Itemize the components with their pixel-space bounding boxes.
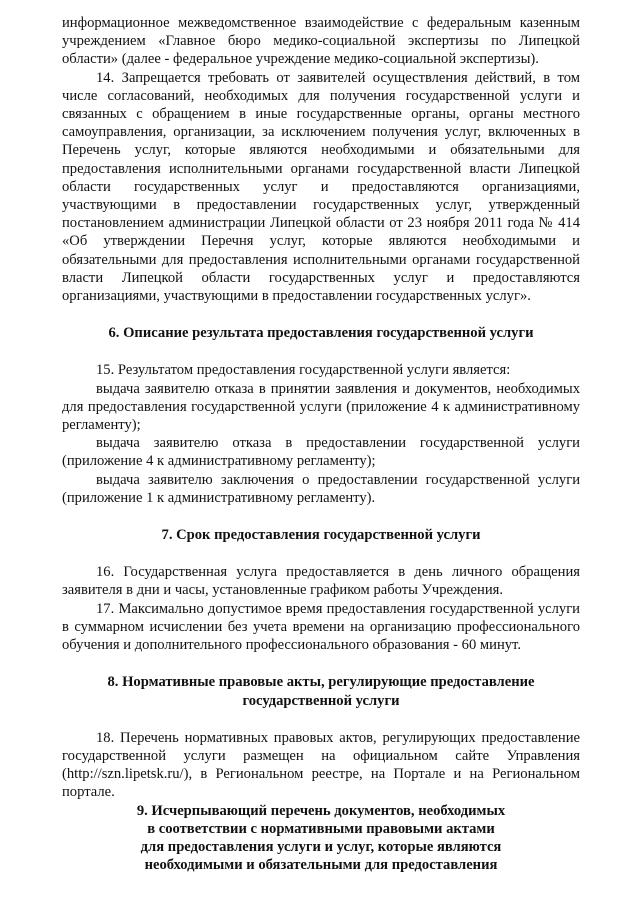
section-heading-9 bbox=[62, 802, 580, 875]
paragraph-15-item-3: выдача заявителю заключения о предоставлении государственной услуги (приложение 1 к административному регламенту). bbox=[62, 471, 580, 506]
section-heading-8-line-1: 8. Нормативные правовые акты, регулирующие предоставление bbox=[107, 674, 535, 691]
paragraph-15-item-1: выдача заявителю отказа в принятии заявления и документов, необходимых для предоставления государственной услуги (приложение 4 к административному регламенту); bbox=[62, 380, 580, 434]
paragraph-15: 15. Результатом предоставления государственной услуги является: bbox=[96, 362, 511, 379]
section-heading-9-line-4: необходимыми и обязательными для предоставления bbox=[144, 857, 498, 874]
section-heading-9-line-3: для предоставления услуги и услуг, которые являются bbox=[140, 838, 502, 855]
paragraph-14: 14. Запрещается требовать от заявителей осуществления действий, в том числе согласований, необходимых для получения государственной услуги и связанных с обращением в иные государственные органы, органы местного самоуправления, организации, за исключением получения услуг, включенных в Перечень услуг, которые являются необходимыми и обязательными для предоставления исполнительными органами государственной власти Липецкой области государственных услуг и предоставляются организациями, участвующими в предоставлении государственных услуг, утвержденный постановлением администрации Липецкой области от 23 ноября 2011 года № 414 «Об утверждении Перечня услуг, которые являются необходимыми и обязательными для предоставления исполнительными органами государственной власти Липецкой области государственных услуг и предоставляются организациями, участвующими в предоставлении государственных услуг». bbox=[62, 69, 580, 305]
paragraph-16: 16. Государственная услуга предоставляется в день личного обращения заявителя в дни и часы, установленные графиком работы Учреждения. bbox=[62, 564, 580, 599]
section-heading-6: 6. Описание результата предоставления государственной услуги bbox=[108, 325, 534, 342]
document-page bbox=[62, 14, 580, 874]
section-heading-9-line-2: в соответствии с нормативными правовыми актами bbox=[147, 820, 495, 837]
section-heading-9-line-1: 9. Исчерпывающий перечень документов, необходимых bbox=[136, 802, 506, 819]
section-heading-8-line-2: государственной услуги bbox=[242, 692, 400, 709]
paragraph-15-item-2: выдача заявителю отказа в предоставлении государственной услуги (приложение 4 к административному регламенту); bbox=[62, 435, 580, 470]
section-heading-7: 7. Срок предоставления государственной услуги bbox=[161, 527, 481, 544]
section-heading-8 bbox=[62, 673, 580, 709]
paragraph-17: 17. Максимально допустимое время предоставления государственной услуги в суммарном исчислении без учета времени на организацию профессионального обучения и дополнительного профессионального образования - 60 минут. bbox=[62, 600, 580, 654]
paragraph-intro: информационное межведомственное взаимодействие с федеральным казенным учреждением «Главное бюро медико-социальной экспертизы по Липецкой области» (далее - федеральное учреждение медико-социальной экспертизы). bbox=[62, 15, 580, 68]
paragraph-18: 18. Перечень нормативных правовых актов, регулирующих предоставление государственной услуги размещен на официальном сайте Управления (http://szn.lipetsk.ru/), в Региональном реестре, на Портале и на Региональном портале. bbox=[62, 729, 580, 801]
